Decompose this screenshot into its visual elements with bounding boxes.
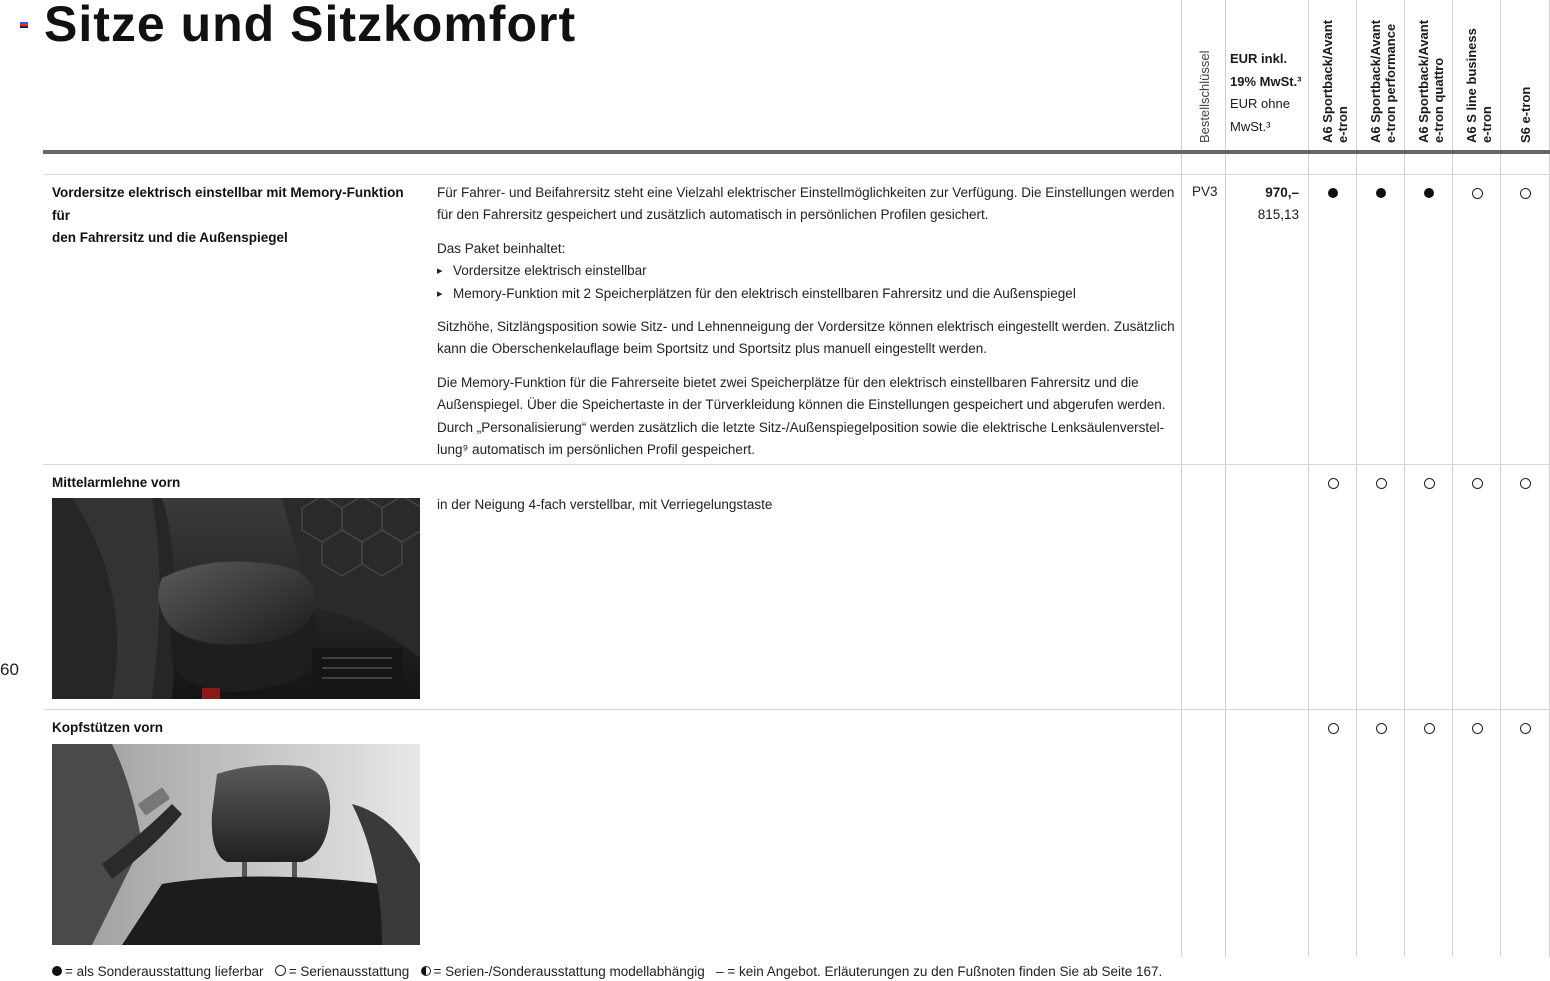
availability-open-dot: [1424, 478, 1435, 489]
header-price: [1230, 48, 1302, 138]
availability-open-dot: [1520, 188, 1531, 199]
headrest-photo: [52, 744, 420, 945]
row-1-desc-p2: Das Paket beinhaltet:: [437, 240, 566, 256]
availability-filled-dot: [1376, 188, 1386, 198]
header-order-key: Bestellschlüssel: [1197, 50, 1212, 143]
availability-open-dot: [1328, 478, 1339, 489]
row-1-title-line1: Vordersitze elektrisch einstellbar mit Memory-Funktion für: [52, 185, 404, 223]
availability-open-dot: [1376, 723, 1387, 734]
availability-filled-dot: [1328, 188, 1338, 198]
legend: [52, 964, 1162, 979]
legend-open: = Serienausstattung: [288, 964, 410, 979]
row-1-price: [1231, 182, 1299, 227]
row-2-title: Mittelarmlehne vorn: [52, 475, 181, 490]
row-1-bullet-2: ▸ Memory-Funktion mit 2 Speicherplätzen für den elektrisch einstellbaren Fahrersitz und die Außenspiegel: [437, 283, 1177, 305]
availability-open-dot: [1520, 478, 1531, 489]
column-divider: [1356, 0, 1357, 957]
header-price-excl-1: EUR ohne: [1230, 96, 1290, 111]
flag-icon: [20, 22, 28, 28]
header-model-3: [1416, 20, 1446, 143]
row-1-description: [437, 182, 1177, 472]
column-divider: [1452, 0, 1453, 957]
header-model-3-line2: e-tron quattro: [1431, 57, 1446, 143]
header-price-excl-2: MwSt.³: [1230, 118, 1271, 134]
row-1-title: [52, 182, 422, 250]
availability-open-dot: [1472, 478, 1483, 489]
header-model-2: [1368, 20, 1398, 143]
half-dot-icon: [421, 966, 431, 976]
availability-open-dot: [1328, 723, 1339, 734]
header-price-incl-1: EUR inkl.: [1230, 51, 1288, 66]
header-price-incl-2: 19% MwSt.³: [1230, 73, 1302, 89]
row-1-desc-p3: Sitzhöhe, Sitzlängsposition sowie Sitz- und Lehnenneigung der Vordersitze können elektrisch eingestellt werden. Zusätzlich kann die Oberschenkelauflage beim Sportsitz und Sportsitz plus manuell eingestellt werden.: [437, 319, 1175, 357]
header-model-4-line2: e-tron: [1479, 106, 1494, 143]
page-number: 60: [0, 660, 19, 679]
page-title: Sitze und Sitzkomfort: [44, 0, 577, 52]
availability-open-dot: [1472, 188, 1483, 199]
legend-half: = Serien-/Sonderausstattung modellabhängig: [433, 964, 705, 979]
row-2-description: in der Neigung 4-fach verstellbar, mit Verriegelungstaste: [437, 497, 773, 512]
availability-open-dot: [1520, 723, 1531, 734]
header-model-2-line1: A6 Sportback/Avant: [1368, 19, 1383, 143]
availability-open-dot: [1424, 723, 1435, 734]
header-rule: [43, 150, 1550, 154]
header-model-4-line1: A6 S line business: [1464, 28, 1479, 143]
column-divider: [1308, 0, 1309, 957]
header-model-1-line2: e-tron: [1335, 106, 1350, 143]
row-1-desc-p4: Die Memory-Funktion für die Fahrerseite bietet zwei Speicherplätze für den elektrisch einstellbaren Fahrersitz und die Außenspiegel. Über die Speichertaste in der Türverkleidung können die Einstellungen gespeichert und abgerufen werden. Durch „Personalisierung“ werden zusätzlich die letzte Sitz-/Außenspiegelposition sowie die elektrische Lenksäulenverstel-lung⁹ automatisch im persönlichen Profil gespeichert.: [437, 374, 1166, 458]
row-divider: [43, 174, 1550, 175]
header-model-5: [1518, 87, 1533, 143]
column-divider: [1404, 0, 1405, 957]
armrest-photo: [52, 498, 420, 699]
column-divider: [1500, 0, 1501, 957]
header-model-1-line1: A6 Sportback/Avant: [1320, 19, 1335, 143]
legend-dash: – = kein Angebot. Erläuterungen zu den Fußnoten finden Sie ab Seite 167.: [716, 964, 1163, 979]
row-divider: [43, 709, 1550, 710]
header-model-2-line2: e-tron performance: [1383, 23, 1398, 143]
row-1-bullet-1: ▸ Vordersitze elektrisch einstellbar: [437, 260, 1177, 282]
row-3-title: Kopfstützen vorn: [52, 720, 163, 735]
row-1-desc-p1: Für Fahrer- und Beifahrersitz steht eine Vielzahl elektrischer Einstellmöglichkeiten zur Verfügung. Die Einstellungen werden für den Fahrersitz gespeichert und zusätzlich automatisch in persönlichen Profilen gesichert.: [437, 185, 1175, 223]
row-1-price-excl: 815,13: [1257, 207, 1299, 223]
row-1-title-line2: den Fahrersitz und die Außenspiegel: [52, 230, 288, 245]
filled-dot-icon: [52, 966, 62, 976]
header-model-4: [1464, 28, 1494, 143]
availability-open-dot: [1376, 478, 1387, 489]
row-1-order-code: PV3: [1192, 184, 1218, 199]
legend-filled: = als Sonderausstattung lieferbar: [65, 964, 264, 979]
column-divider: [1225, 0, 1226, 957]
header-model-5-line1: S6 e-tron: [1518, 86, 1533, 143]
row-1-price-incl: 970,–: [1265, 185, 1299, 200]
header-model-1: [1320, 20, 1350, 143]
open-dot-icon: [275, 965, 286, 976]
column-divider: [1181, 0, 1182, 957]
header-model-3-line1: A6 Sportback/Avant: [1416, 19, 1431, 143]
availability-open-dot: [1472, 723, 1483, 734]
availability-filled-dot: [1424, 188, 1434, 198]
